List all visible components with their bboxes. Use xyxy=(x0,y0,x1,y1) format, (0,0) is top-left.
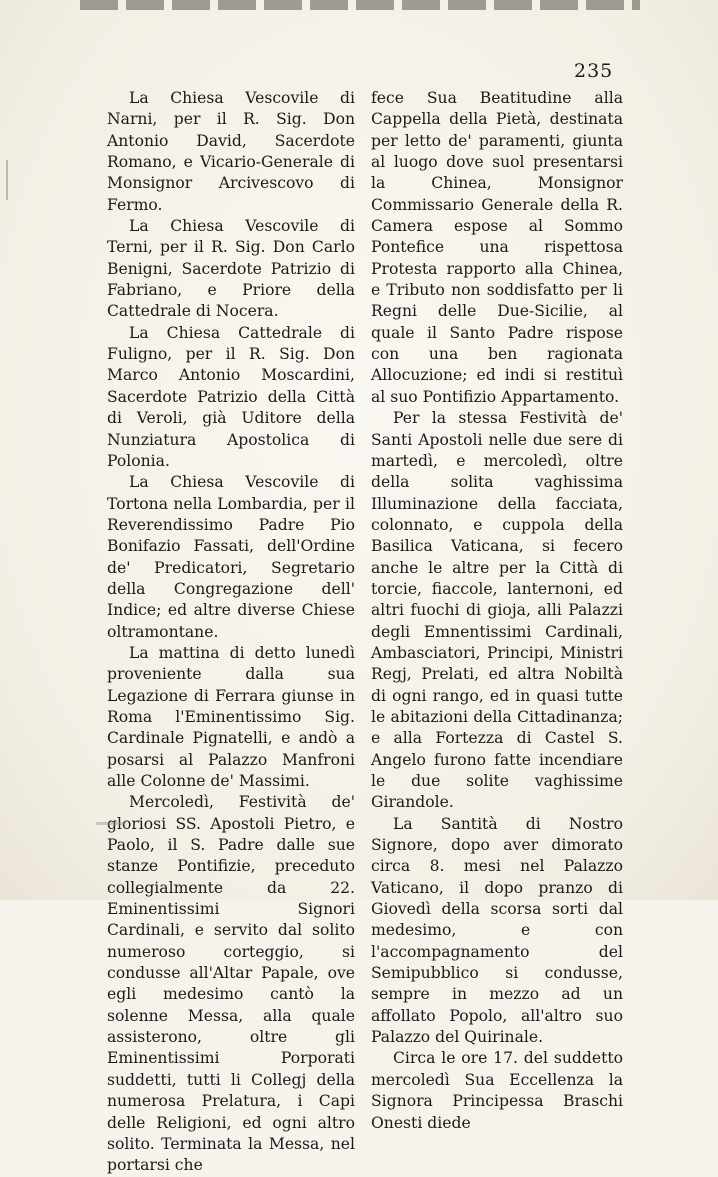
paragraph: Circa le ore 17. del suddetto mercoledì Sua Eccellenza la Signora Principessa Braschi Onesti diede xyxy=(371,1049,623,1132)
paragraph: La mattina di detto lunedì proveniente dalla sua Legazione di Ferrara giunse in Roma l'Eminentissimo Sig. Cardinale Pignatelli, e andò a posarsi al Palazzo Manfroni alle Colonne de' Massimi. xyxy=(107,643,355,790)
ink-smudge xyxy=(96,822,126,825)
paragraph: La Chiesa Cattedrale di Fuligno, per il R. Sig. Don Marco Antonio Moscardini, Sacerdote Patrizio della Città di Veroli, già Uditore della Nunziatura Apostolica di Polonia. xyxy=(107,323,355,470)
paragraph: La Chiesa Vescovile di Terni, per il R. Sig. Don Carlo Benigni, Sacerdote Patrizio di Fabriano, e Priore della Cattedrale di Nocera. xyxy=(107,217,355,321)
paragraph: Mercoledì, Festività de' gloriosi SS. Apostoli Pietro, e Paolo, il S. Padre dalle sue stanze Pontifizie, preceduto collegialmente da 22. Eminentissimi Signori Cardinali, e servito dal solito numeroso corteggio, si condusse all'Altar Papale, ove egli medesimo cantò la solenne Messa, alla quale assisterono, oltre gli Eminentissimi Porporati suddetti, tutti li Collegj della numerosa Prelatura, i Capi delle Religioni, ed ogni altro solito. Terminata la Messa, nel portarsi che xyxy=(107,793,355,1175)
top-edge-shadow xyxy=(80,0,640,10)
margin-mark xyxy=(6,160,8,200)
paragraph: La Chiesa Vescovile di Tortona nella Lombardia, per il Reverendissimo Padre Pio Bonifazio Fassati, dell'Ordine de' Predicatori, Segretario della Congregazione dell' Indice; ed altre diverse Chiese oltramontane. xyxy=(107,473,355,641)
paragraph-continued: fece Sua Beatitudine alla Cappella della Pietà, destinata per letto de' paramenti, giunta al luogo dove suol presentarsi la Chinea, Monsignor Commissario Generale della R. Camera espose al Sommo Pontefice una rispettosa Protesta rapporto alla Chinea, e Tributo non soddisfatto per li Regni delle Due-Sicilie, al quale il Santo Padre rispose con una ben ragionata Allocuzione; ed indi si restituì al suo Pontifizio Appartamento. xyxy=(371,89,623,406)
page-number: 235 xyxy=(574,60,614,82)
paragraph: Per la stessa Festività de' Santi Apostoli nelle due sere di martedì, e mercoledì, oltre della solita vaghissima Illuminazione della facciata, colonnato, e cuppola della Basilica Vaticana, si fecero anche le altre per la Città di torcie, fiaccole, lanternoni, ed altri fuochi di gioja, alli Palazzi degli Emnentissimi Cardinali, Ambasciatori, Principi, Ministri Regj, Prelati, ed altra Nobiltà di ogni rango, ed in quasi tutte le abitazioni della Cittadinanza; e alla Fortezza di Castel S. Angelo furono fatte incendiare le due solite vaghissime Girandole. xyxy=(371,409,623,812)
right-column xyxy=(371,88,623,1134)
left-column xyxy=(107,88,355,1177)
paragraph: La Santità di Nostro Signore, dopo aver dimorato circa 8. mesi nel Palazzo Vaticano, il dopo pranzo di Giovedì della scorsa sorti dal medesimo, e con l'accompagnamento del Semipubblico si condusse, sempre in mezzo ad un affollato Popolo, all'altro suo Palazzo del Quirinale. xyxy=(371,814,623,1047)
paragraph: La Chiesa Vescovile di Narni, per il R. Sig. Don Antonio David, Sacerdote Romano, e Vicario-Generale di Monsignor Arcivescovo di Fermo. xyxy=(107,89,355,214)
